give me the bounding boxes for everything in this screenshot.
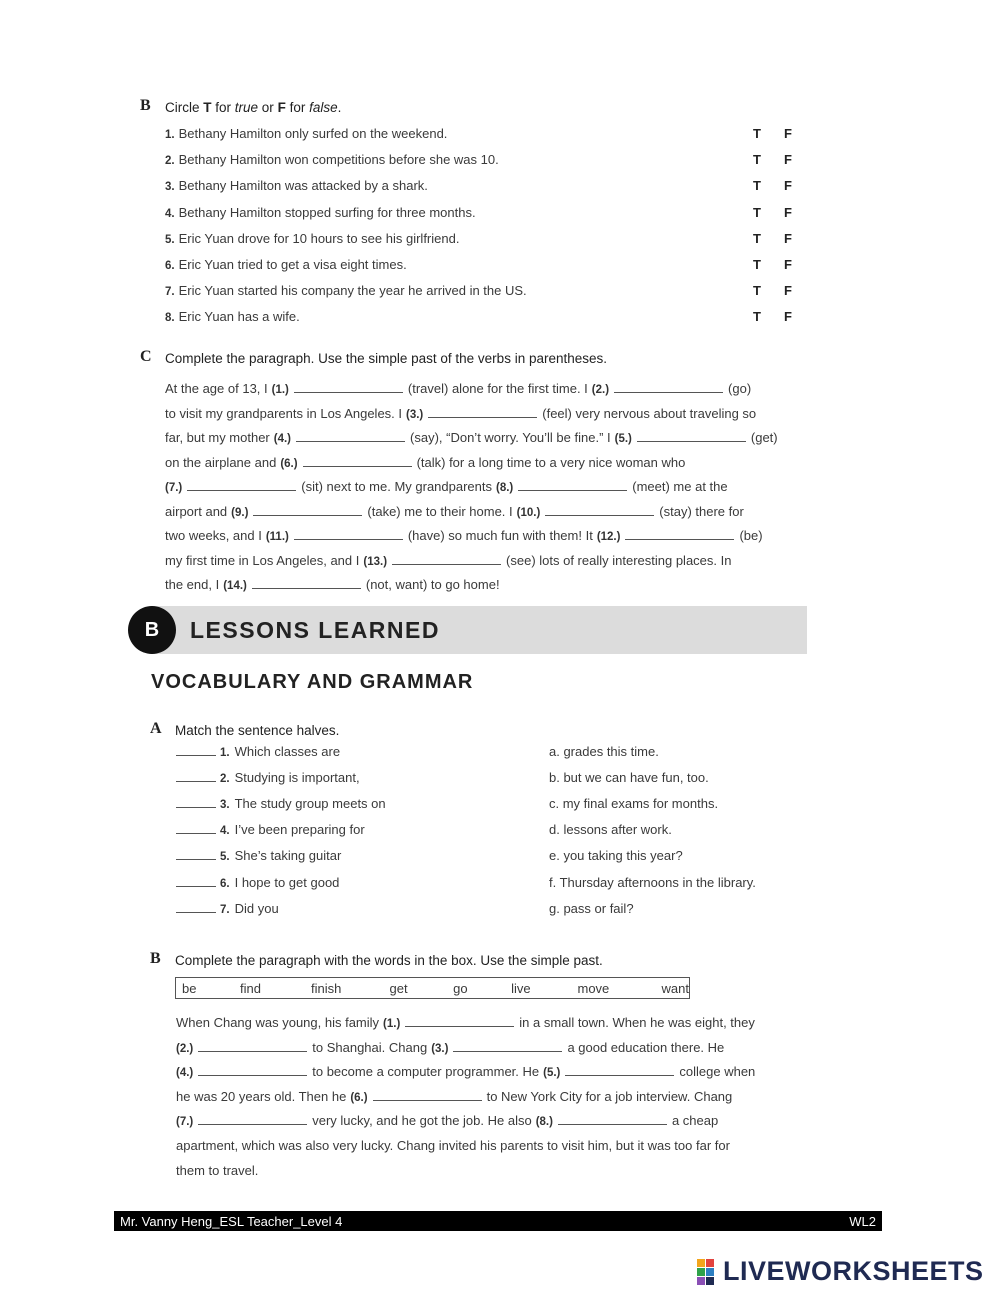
c-blank[interactable] bbox=[187, 479, 296, 491]
c-blank[interactable] bbox=[428, 406, 537, 418]
tf-item-text: Bethany Hamilton was attacked by a shark. bbox=[178, 178, 428, 194]
word-box-item: live bbox=[511, 980, 531, 996]
c-number: (2.) bbox=[591, 384, 610, 396]
c-blank[interactable] bbox=[392, 553, 501, 565]
c-blank[interactable] bbox=[303, 455, 412, 467]
match-right-item: a. grades this time. bbox=[549, 744, 659, 759]
match-answer-blank[interactable] bbox=[176, 822, 216, 834]
c-number: (14.) bbox=[223, 580, 247, 592]
brand-logo bbox=[697, 1256, 984, 1287]
match-left-item bbox=[176, 848, 341, 863]
true-option[interactable]: T bbox=[753, 230, 761, 246]
b2-blank[interactable] bbox=[453, 1040, 562, 1052]
c-line bbox=[165, 381, 751, 396]
c-text: (sit) next to me. My grandparents bbox=[301, 479, 492, 494]
section-a-instruction: Match the sentence halves. bbox=[175, 723, 340, 738]
c-text: (travel) alone for the first time. I bbox=[407, 381, 588, 396]
tf-item-number: 2. bbox=[165, 155, 175, 168]
c-number: (1.) bbox=[271, 384, 289, 396]
c-number: (10.) bbox=[516, 506, 541, 519]
tf-item-text: Bethany Hamilton won competitions before she was 10. bbox=[178, 152, 499, 168]
c-text: my first time in Los Angeles, and I bbox=[165, 552, 360, 568]
tf-item-text: Bethany Hamilton stopped surfing for three months. bbox=[178, 204, 476, 220]
tf-item-number: 7. bbox=[165, 286, 175, 299]
match-right-item: d. lessons after work. bbox=[549, 822, 672, 838]
match-right-item: e. you taking this year? bbox=[549, 848, 683, 864]
b2-line bbox=[176, 1113, 718, 1128]
word-box-item: move bbox=[577, 980, 610, 996]
section-c-label: C bbox=[140, 348, 152, 365]
c-text: At the age of 13, I bbox=[165, 381, 268, 396]
c-text: two weeks, and I bbox=[165, 528, 262, 543]
c-line bbox=[165, 504, 744, 519]
false-option[interactable]: F bbox=[784, 309, 792, 325]
c-blank[interactable] bbox=[294, 528, 403, 540]
b2-blank[interactable] bbox=[198, 1113, 307, 1125]
c-number: (7.) bbox=[165, 482, 183, 494]
match-answer-blank[interactable] bbox=[176, 875, 216, 887]
c-blank[interactable] bbox=[296, 430, 405, 442]
word-box-item: go bbox=[453, 980, 468, 996]
false-option[interactable]: F bbox=[784, 178, 792, 194]
match-answer-blank[interactable] bbox=[176, 848, 216, 860]
tf-item-text: Eric Yuan tried to get a visa eight times. bbox=[178, 257, 407, 272]
c-blank[interactable] bbox=[625, 528, 734, 540]
true-option[interactable]: T bbox=[753, 257, 761, 272]
tf-item-text: Eric Yuan started his company the year he arrived in the US. bbox=[178, 283, 527, 299]
match-left-number: 1. bbox=[220, 747, 230, 759]
match-left-number: 2. bbox=[220, 773, 230, 786]
tf-item-number: 6. bbox=[165, 260, 175, 272]
match-left-text: The study group meets on bbox=[234, 796, 386, 812]
tf-item bbox=[165, 257, 407, 272]
match-right-item: g. pass or fail? bbox=[549, 900, 634, 916]
c-text: airport and bbox=[165, 503, 228, 519]
b2-line bbox=[176, 1040, 724, 1055]
tf-item-number: 8. bbox=[165, 312, 175, 325]
b2-line bbox=[176, 1089, 732, 1104]
liveworksheets-icon bbox=[697, 1259, 723, 1285]
c-blank[interactable] bbox=[252, 577, 361, 589]
b2-text: to become a computer programmer. He bbox=[312, 1064, 540, 1080]
match-right-item: b. but we can have fun, too. bbox=[549, 770, 709, 786]
b2-text: he was 20 years old. Then he bbox=[176, 1088, 347, 1104]
tf-item bbox=[165, 205, 476, 220]
c-text: (talk) for a long time to a very nice woman who bbox=[416, 454, 686, 470]
c-line bbox=[165, 528, 763, 543]
tf-item bbox=[165, 309, 300, 324]
word-box bbox=[175, 977, 690, 999]
b2-text: a cheap bbox=[671, 1113, 719, 1129]
b2-text: a good education there. He bbox=[567, 1039, 725, 1055]
false-option[interactable]: F bbox=[784, 152, 792, 168]
match-left-item bbox=[176, 744, 340, 759]
false-option[interactable]: F bbox=[784, 230, 792, 246]
match-left-number: 4. bbox=[220, 825, 230, 838]
b2-line bbox=[176, 1138, 730, 1153]
tf-item-text: Eric Yuan drove for 10 hours to see his girlfriend. bbox=[178, 230, 460, 246]
false-option[interactable]: F bbox=[784, 204, 792, 220]
c-blank[interactable] bbox=[253, 504, 362, 516]
b2-text: them to travel. bbox=[176, 1162, 259, 1178]
c-number: (9.) bbox=[231, 506, 249, 519]
c-blank[interactable] bbox=[545, 504, 654, 516]
true-option[interactable]: T bbox=[753, 152, 761, 168]
true-option[interactable]: T bbox=[753, 178, 761, 194]
c-text: (not, want) to go home! bbox=[365, 577, 500, 592]
c-text: (go) bbox=[728, 381, 752, 396]
tf-item-text: Eric Yuan has a wife. bbox=[178, 309, 300, 325]
match-left-number: 7. bbox=[220, 903, 230, 916]
footer-code: WL2 bbox=[849, 1213, 876, 1229]
c-number: (12.) bbox=[596, 531, 621, 543]
c-text: (say), “Don’t worry. You’ll be fine.” I bbox=[410, 430, 611, 445]
c-number: (6.) bbox=[280, 457, 298, 470]
word-box-item: want bbox=[661, 980, 689, 996]
c-text: the end, I bbox=[165, 577, 220, 592]
match-left-text: I’ve been preparing for bbox=[234, 822, 365, 838]
b2-text: very lucky, and he got the job. He also bbox=[312, 1113, 532, 1129]
true-option[interactable]: T bbox=[753, 283, 761, 299]
section-c-instruction: Complete the paragraph. Use the simple past of the verbs in parentheses. bbox=[165, 351, 607, 366]
c-text: (feel) very nervous about traveling so bbox=[542, 405, 757, 421]
lesson-badge: B bbox=[128, 606, 176, 654]
c-line bbox=[165, 406, 756, 421]
c-text: (take) me to their home. I bbox=[367, 503, 513, 519]
b2-text: college when bbox=[679, 1064, 756, 1080]
c-text: (get) bbox=[750, 430, 778, 445]
tf-item bbox=[165, 231, 459, 246]
c-blank[interactable] bbox=[614, 381, 723, 393]
c-number: (3.) bbox=[406, 408, 424, 421]
footer-author: Mr. Vanny Heng_ESL Teacher_Level 4 bbox=[120, 1213, 343, 1229]
c-text: (meet) me at the bbox=[632, 479, 728, 494]
b2-number: (3.) bbox=[431, 1042, 449, 1055]
word-box-item: be bbox=[182, 980, 197, 996]
vocab-title: VOCABULARY AND GRAMMAR bbox=[151, 671, 474, 693]
b2-number: (2.) bbox=[176, 1042, 194, 1055]
c-text: (stay) there for bbox=[659, 503, 744, 519]
section-b-label: B bbox=[140, 97, 151, 114]
b2-text: When Chang was young, his family bbox=[176, 1015, 380, 1030]
b2-text: in a small town. When he was eight, they bbox=[519, 1015, 755, 1030]
section-a-label: A bbox=[150, 720, 162, 737]
c-text: (have) so much fun with them! It bbox=[407, 528, 593, 543]
word-box-item: get bbox=[389, 980, 408, 996]
b2-blank[interactable] bbox=[405, 1015, 514, 1027]
match-answer-blank[interactable] bbox=[176, 770, 216, 782]
match-right-item: f. Thursday afternoons in the library. bbox=[549, 874, 756, 890]
c-line bbox=[165, 455, 685, 470]
b2-line bbox=[176, 1064, 755, 1079]
section-b2-label: B bbox=[150, 950, 161, 967]
c-text: (be) bbox=[739, 528, 763, 543]
b2-blank[interactable] bbox=[198, 1064, 307, 1076]
false-option[interactable]: F bbox=[784, 126, 792, 141]
match-left-text: I hope to get good bbox=[234, 874, 340, 890]
b2-text: to Shanghai. Chang bbox=[312, 1039, 428, 1055]
footer-bar bbox=[114, 1211, 882, 1231]
tf-item-number: 5. bbox=[165, 233, 175, 246]
c-number: (13.) bbox=[363, 555, 388, 568]
true-option[interactable]: T bbox=[753, 126, 761, 141]
c-text: far, but my mother bbox=[165, 430, 270, 445]
tf-item-number: 3. bbox=[165, 181, 175, 194]
b2-number: (4.) bbox=[176, 1067, 194, 1080]
b2-line bbox=[176, 1163, 258, 1178]
match-answer-blank[interactable] bbox=[176, 744, 216, 756]
b2-number: (1.) bbox=[383, 1018, 401, 1030]
match-left-text: Studying is important, bbox=[234, 770, 360, 786]
c-blank[interactable] bbox=[518, 479, 627, 491]
match-left-item bbox=[176, 875, 339, 890]
match-left-item bbox=[176, 822, 365, 837]
lesson-title: LESSONS LEARNED bbox=[190, 617, 440, 643]
b2-blank[interactable] bbox=[198, 1040, 307, 1052]
b2-blank[interactable] bbox=[558, 1113, 667, 1125]
brand-name: LIVEWORKSHEETS bbox=[723, 1256, 984, 1286]
match-right-item: c. my final exams for months. bbox=[549, 796, 719, 812]
c-line bbox=[165, 479, 728, 494]
false-option[interactable]: F bbox=[784, 283, 792, 299]
c-number: (11.) bbox=[265, 531, 289, 543]
c-number: (4.) bbox=[273, 433, 292, 445]
word-box-item: finish bbox=[311, 980, 342, 996]
tf-item-number: 1. bbox=[165, 129, 175, 141]
b2-number: (7.) bbox=[176, 1116, 194, 1129]
c-line bbox=[165, 577, 500, 592]
c-text: to visit my grandparents in Los Angeles. I bbox=[165, 405, 403, 421]
match-left-item bbox=[176, 796, 386, 811]
c-blank[interactable] bbox=[294, 381, 403, 393]
true-option[interactable]: T bbox=[753, 309, 761, 325]
b2-number: (8.) bbox=[535, 1116, 553, 1129]
b2-number: (6.) bbox=[350, 1091, 368, 1104]
tf-item bbox=[165, 283, 527, 298]
tf-item bbox=[165, 126, 447, 141]
match-left-item bbox=[176, 901, 279, 916]
b2-text: to New York City for a job interview. Chang bbox=[486, 1088, 733, 1104]
word-box-item: find bbox=[240, 980, 261, 996]
tf-item-text: Bethany Hamilton only surfed on the weekend. bbox=[178, 126, 448, 141]
match-answer-blank[interactable] bbox=[176, 796, 216, 808]
tf-item bbox=[165, 178, 428, 193]
true-option[interactable]: T bbox=[753, 204, 761, 220]
match-left-text: Did you bbox=[234, 900, 279, 916]
c-blank[interactable] bbox=[637, 430, 746, 442]
b2-text: apartment, which was also very lucky. Chang invited his parents to visit him, but it was too far for bbox=[176, 1138, 730, 1153]
b2-line bbox=[176, 1015, 755, 1030]
c-line bbox=[165, 430, 778, 445]
match-left-item bbox=[176, 770, 360, 785]
section-b2-instruction: Complete the paragraph with the words in the box. Use the simple past. bbox=[175, 953, 603, 968]
match-left-number: 5. bbox=[220, 851, 230, 864]
c-number: (8.) bbox=[496, 482, 514, 494]
tf-item bbox=[165, 152, 499, 167]
b2-number: (5.) bbox=[543, 1067, 561, 1080]
c-number: (5.) bbox=[614, 433, 632, 445]
c-line bbox=[165, 553, 731, 568]
match-left-text: She’s taking guitar bbox=[234, 848, 342, 864]
section-b-instruction: Circle T for true or F for false. bbox=[165, 100, 342, 115]
match-left-number: 6. bbox=[220, 877, 230, 890]
false-option[interactable]: F bbox=[784, 257, 792, 272]
c-text: on the airplane and bbox=[165, 454, 277, 470]
b2-blank[interactable] bbox=[565, 1064, 674, 1076]
b2-blank[interactable] bbox=[373, 1089, 482, 1101]
match-left-number: 3. bbox=[220, 799, 230, 812]
match-answer-blank[interactable] bbox=[176, 901, 216, 913]
tf-item-number: 4. bbox=[165, 207, 175, 220]
c-text: (see) lots of really interesting places. In bbox=[506, 552, 732, 568]
match-left-text: Which classes are bbox=[234, 744, 341, 759]
